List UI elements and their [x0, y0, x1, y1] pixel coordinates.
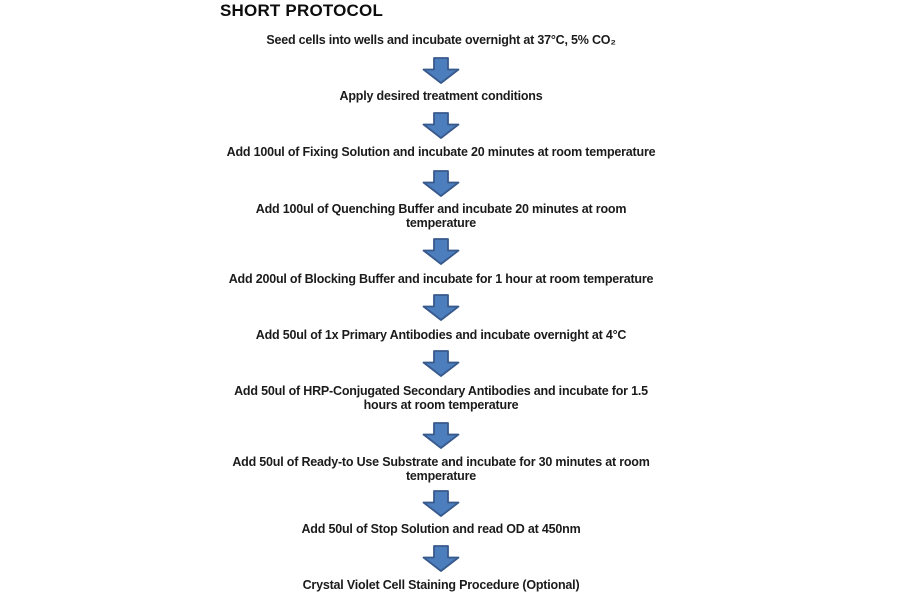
protocol-step: [111, 578, 771, 592]
down-arrow-icon: [422, 545, 460, 572]
protocol-step-line: hours at room temperature: [363, 398, 519, 412]
protocol-step: [111, 272, 771, 286]
protocol-step-line: temperature: [405, 469, 477, 483]
protocol-step: [111, 384, 771, 412]
protocol-step-line: Add 50ul of 1x Primary Antibodies and incubate overnight at 4°C: [255, 328, 627, 342]
protocol-step-line: Add 100ul of Fixing Solution and incubate 20 minutes at room temperature: [226, 145, 656, 159]
down-arrow-icon: [422, 294, 460, 321]
down-arrow-icon: [422, 422, 460, 449]
protocol-step: [111, 145, 771, 159]
down-arrow-icon: [422, 112, 460, 139]
protocol-step-line: Crystal Violet Cell Staining Procedure (Optional): [302, 578, 580, 592]
protocol-step-line: temperature: [405, 216, 477, 230]
protocol-step: [111, 202, 771, 230]
protocol-flow: [111, 0, 771, 594]
down-arrow-icon: [422, 170, 460, 197]
protocol-step-line: Add 50ul of Ready-to Use Substrate and incubate for 30 minutes at room: [232, 455, 650, 469]
protocol-step: [111, 328, 771, 342]
protocol-step-line: Seed cells into wells and incubate overnight at 37°C, 5% CO₂: [266, 33, 616, 47]
protocol-step: [111, 455, 771, 483]
protocol-step-line: Add 50ul of HRP-Conjugated Secondary Antibodies and incubate for 1.5: [234, 384, 648, 398]
protocol-step-line: Add 200ul of Blocking Buffer and incubate for 1 hour at room temperature: [228, 272, 654, 286]
protocol-step-line: Add 100ul of Quenching Buffer and incubate 20 minutes at room: [255, 202, 627, 216]
protocol-step-line: Apply desired treatment conditions: [339, 89, 543, 103]
page-title: SHORT PROTOCOL: [220, 1, 384, 20]
protocol-step: [111, 522, 771, 536]
protocol-step: [111, 89, 771, 103]
down-arrow-icon: [422, 57, 460, 84]
protocol-step-line: Add 50ul of Stop Solution and read OD at 450nm: [301, 522, 581, 536]
down-arrow-icon: [422, 490, 460, 517]
protocol-step: [111, 33, 771, 47]
down-arrow-icon: [422, 238, 460, 265]
down-arrow-icon: [422, 350, 460, 377]
